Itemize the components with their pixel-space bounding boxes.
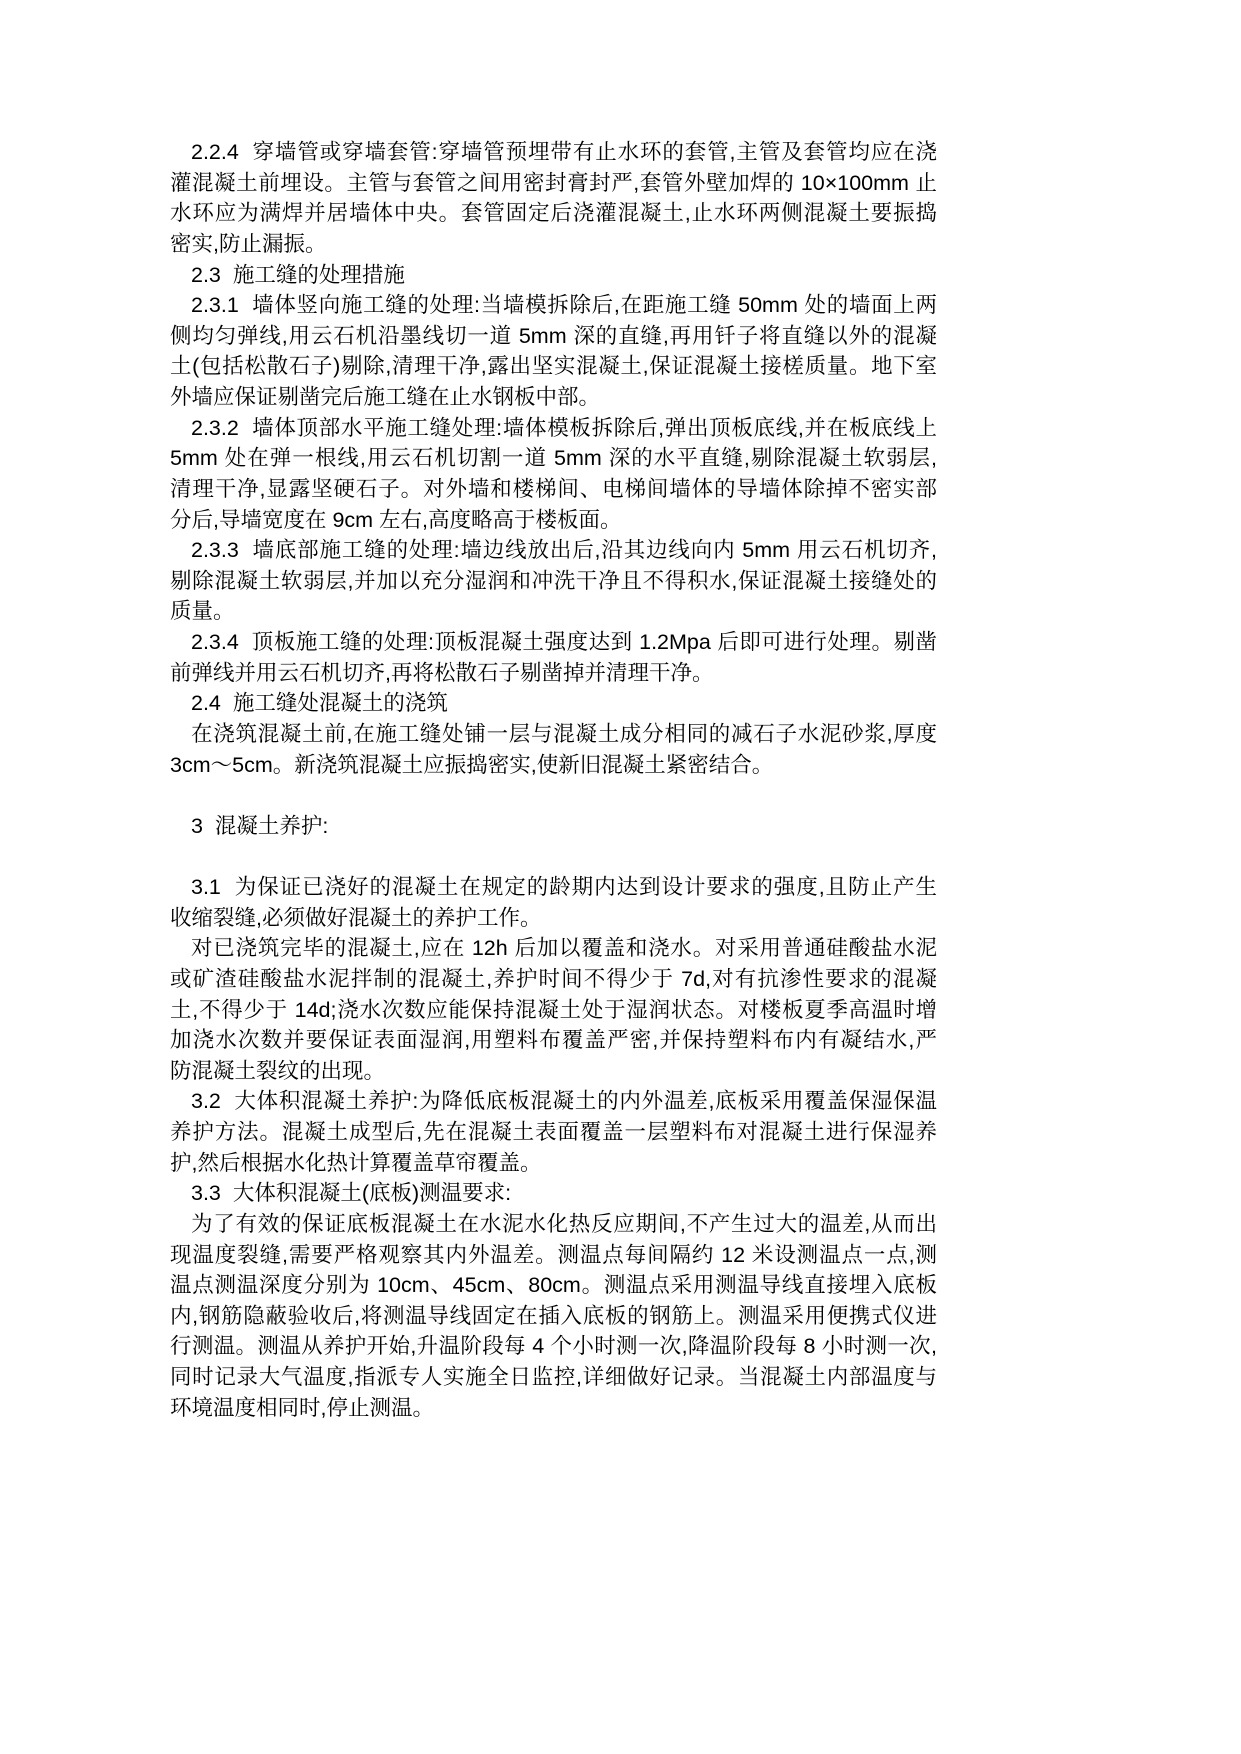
text-line: 或矿渣硅酸盐水泥拌制的混凝土,养护时间不得少于 7d,对有抗渗性要求的混凝 — [170, 966, 937, 991]
paragraph-2-3-2 — [170, 413, 937, 536]
text-line: 土(包括松散石子)剔除,清理干净,露出坚实混凝土,保证混凝土接槎质量。地下室 — [170, 354, 937, 379]
text-line: 3cm～5cm。新浇筑混凝土应振捣密实,使新旧混凝土紧密结合。 — [170, 752, 774, 777]
text-line: 行测温。测温从养护开始,升温阶段每 4 个小时测一次,降温阶段每 8 小时测一次, — [170, 1334, 937, 1359]
text-line: 质量。 — [170, 599, 235, 624]
section-heading-2-3 — [170, 260, 937, 291]
paragraph-2-3-4 — [170, 627, 937, 688]
paragraph-curing — [170, 933, 937, 1086]
text-line: 2.3.4 顶板施工缝的处理:顶板混凝土强度达到 1.2Mpa 后即可进行处理。剔凿 — [191, 630, 937, 654]
text-line: 3.2 大体积混凝土养护:为降低底板混凝土的内外温差,底板采用覆盖保湿保温 — [191, 1089, 937, 1114]
blank-line — [170, 780, 937, 811]
text-line: 5mm 处在弹一根线,用云石机切割一道 5mm 深的水平直缝,剔除混凝土软弱层, — [170, 446, 937, 471]
paragraph-2-2-4 — [170, 137, 937, 260]
text-line: 密实,防止漏振。 — [170, 231, 327, 256]
section-heading-3 — [170, 811, 937, 842]
text-line: 对已浇筑完毕的混凝土,应在 12h 后加以覆盖和浇水。对采用普通硅酸盐水泥 — [191, 936, 937, 961]
text-line: 灌混凝土前埋设。主管与套管之间用密封膏封严,套管外壁加焊的 10×100mm 止 — [170, 170, 937, 195]
text-line: 外墙应保证剔凿完后施工缝在止水钢板中部。 — [170, 385, 601, 409]
heading-line: 2.3 施工缝的处理措施 — [191, 262, 405, 287]
document-body — [170, 137, 937, 1423]
text-line: 防混凝土裂纹的出现。 — [170, 1058, 386, 1083]
text-line: 土,不得少于 14d;浇水次数应能保持混凝土处于湿润状态。对楼板夏季高温时增 — [170, 997, 937, 1022]
heading-line: 2.4 施工缝处混凝土的浇筑 — [191, 691, 448, 716]
section-heading-3-3 — [170, 1178, 937, 1209]
paragraph-2-3-3 — [170, 535, 937, 627]
text-line: 2.3.3 墙底部施工缝的处理:墙边线放出后,沿其边线向内 5mm 用云石机切齐, — [191, 538, 937, 563]
text-line: 剔除混凝土软弱层,并加以充分湿润和冲洗干净且不得积水,保证混凝土接缝处的 — [170, 568, 937, 593]
heading-line: 3 混凝土养护: — [191, 813, 329, 838]
text-line: 为了有效的保证底板混凝土在水泥水化热反应期间,不产生过大的温差,从而出 — [191, 1211, 937, 1236]
text-line: 2.3.1 墙体竖向施工缝的处理:当墙模拆除后,在距施工缝 50mm 处的墙面上两 — [191, 293, 937, 318]
section-heading-2-4 — [170, 688, 937, 719]
text-line: 分后,导墙宽度在 9cm 左右,高度略高于楼板面。 — [170, 507, 622, 532]
paragraph-3-1 — [170, 872, 937, 933]
paragraph-pouring — [170, 719, 937, 780]
paragraph-3-2 — [170, 1086, 937, 1178]
heading-line: 3.3 大体积混凝土(底板)测温要求: — [191, 1181, 512, 1206]
text-line: 内,钢筋隐蔽验收后,将测温导线固定在插入底板的钢筋上。测温采用便携式仪进 — [170, 1303, 937, 1328]
text-line: 收缩裂缝,必须做好混凝土的养护工作。 — [170, 905, 542, 930]
text-line: 3.1 为保证已浇好的混凝土在规定的龄期内达到设计要求的强度,且防止产生 — [191, 875, 937, 899]
paragraph-2-3-1 — [170, 290, 937, 413]
text-line: 前弹线并用云石机切齐,再将松散石子剔凿掉并清理干净。 — [170, 660, 714, 685]
text-line: 在浇筑混凝土前,在施工缝处铺一层与混凝土成分相同的减石子水泥砂浆,厚度 — [191, 721, 937, 746]
text-line: 加浇水次数并要保证表面湿润,用塑料布覆盖严密,并保持塑料布内有凝结水,严 — [170, 1028, 937, 1053]
text-line: 护,然后根据水化热计算覆盖草帘覆盖。 — [170, 1150, 542, 1175]
text-line: 环境温度相同时,停止测温。 — [170, 1395, 434, 1420]
text-line: 水环应为满焊并居墙体中央。套管固定后浇灌混凝土,止水环两侧混凝土要振捣 — [170, 201, 937, 226]
text-line: 同时记录大气温度,指派专人实施全日监控,详细做好记录。当混凝土内部温度与 — [170, 1365, 937, 1389]
text-line: 侧均匀弹线,用云石机沿墨线切一道 5mm 深的直缝,再用钎子将直缝以外的混凝 — [170, 323, 937, 348]
paragraph-temperature — [170, 1209, 937, 1423]
blank-line — [170, 841, 937, 872]
text-line: 2.2.4 穿墙管或穿墙套管:穿墙管预埋带有止水环的套管,主管及套管均应在浇 — [191, 140, 937, 164]
text-line: 清理干净,显露坚硬石子。对外墙和楼梯间、电梯间墙体的导墙体除掉不密实部 — [170, 476, 937, 501]
text-line: 现温度裂缝,需要严格观察其内外温差。测温点每间隔约 12 米设测温点一点,测 — [170, 1242, 937, 1267]
text-line: 2.3.2 墙体顶部水平施工缝处理:墙体模板拆除后,弹出顶板底线,并在板底线上 — [191, 415, 937, 440]
text-line: 温点测温深度分别为 10cm、45cm、80cm。测温点采用测温导线直接埋入底板 — [170, 1273, 937, 1298]
text-line: 养护方法。混凝土成型后,先在混凝土表面覆盖一层塑料布对混凝土进行保湿养 — [170, 1120, 937, 1144]
